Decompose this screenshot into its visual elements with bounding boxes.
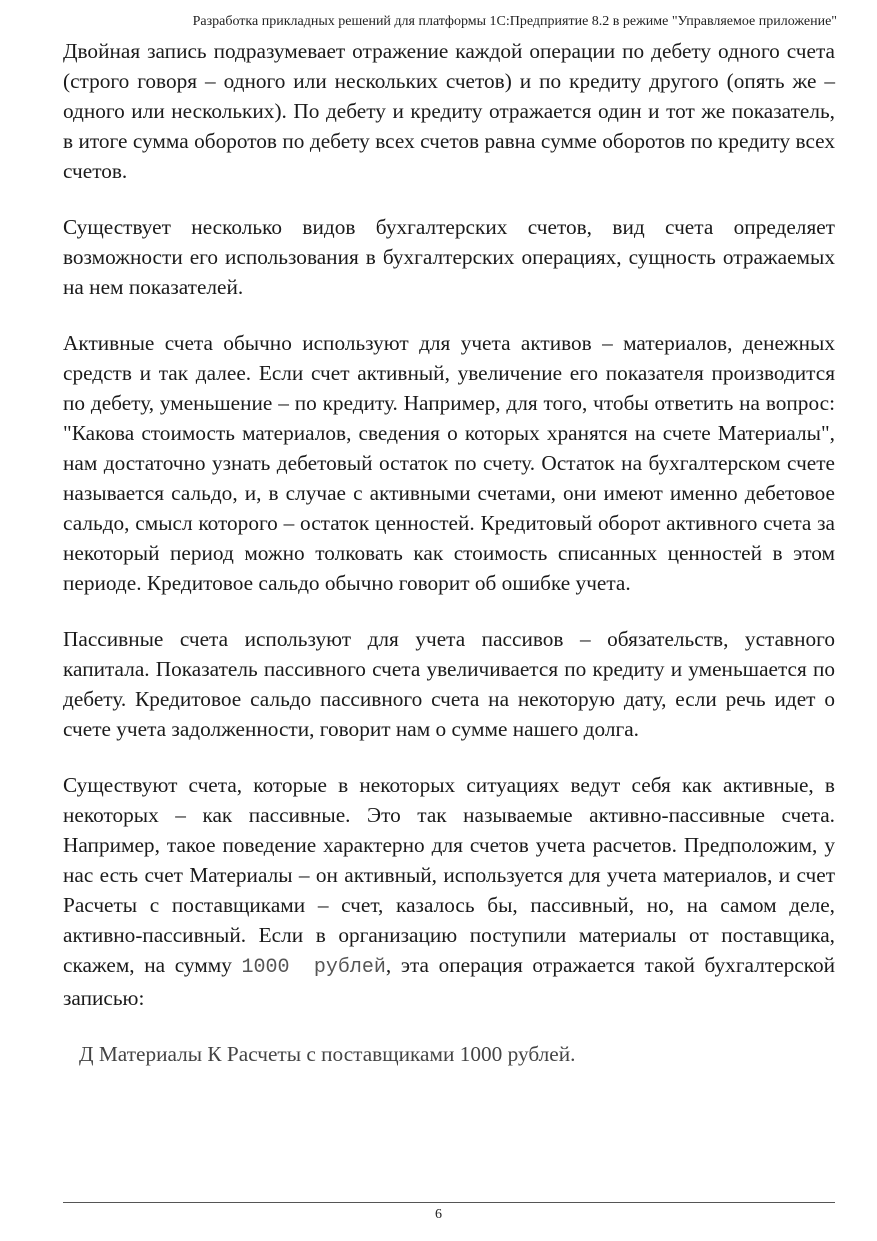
running-header: Разработка прикладных решений для платформы 1С:Предприятие 8.2 в режиме "Управляемое приложение" [192, 14, 837, 29]
paragraph-double-entry: Двойная запись подразумевает отражение каждой операции по дебету одного счета (строго говоря – одного или нескольких счетов) и по кредиту другого (опять же – одного или нескольких). По дебету и кредиту отражается один и тот же показатель, в итоге сумма оборотов по дебету всех счетов равна сумме оборотов по кредиту всех счетов. [63, 39, 835, 183]
paragraph-text-after: , эта операция отражается такой бухгалтерской записью: [63, 953, 835, 1010]
paragraph-passive-accounts: Пассивные счета используют для учета пассивов – обязательств, уставного капитала. Показатель пассивного счета увеличивается по кредиту и уменьшается по дебету. Кредитовое сальдо пассивного счета на некоторую дату, если речь идет о счете учета задолженности, говорит нам о сумме нашего долга. [63, 627, 835, 741]
accounting-entry: Д Материалы К Расчеты с поставщиками 1000 рублей. [79, 1042, 576, 1066]
paragraph-account-types: Существует несколько видов бухгалтерских счетов, вид счета определяет возможности его использования в бухгалтерских операциях, сущность отражаемых на нем показателей. [63, 215, 835, 299]
page-body [63, 36, 835, 1069]
page-number: 6 [435, 1207, 442, 1222]
amount-code: 1000 рублей [241, 956, 386, 979]
footer-divider [63, 1202, 835, 1203]
paragraph-text-before: Существуют счета, которые в некоторых ситуациях ведут себя как активные, в некоторых – как пассивные. Это так называемые активно-пассивные счета. Например, такое поведение характерно для счетов учета расчетов. Предположим, у нас есть счет Материалы – он активный, используется для учета материалов, и счет Расчеты с поставщиками – счет, казалось бы, пассивный, но, на самом деле, активно-пассивный. Если в организацию поступили материалы от поставщика, скажем, на сумму [63, 773, 835, 977]
paragraph-active-accounts: Активные счета обычно используют для учета активов – материалов, денежных средств и так далее. Если счет активный, увеличение его показателя производится по дебету, уменьшение – по кредиту. Например, для того, чтобы ответить на вопрос: "Какова стоимость материалов, сведения о которых хранятся на счете Материалы", нам достаточно узнать дебетовый остаток по счету. Остаток на бухгалтерском счете называется сальдо, и, в случае с активными счетами, они имеют именно дебетовое сальдо, смысл которого – остаток ценностей. Кредитовый оборот активного счета за некоторый период можно толковать как стоимость списанных ценностей в этом периоде. Кредитовое сальдо обычно говорит об ошибке учета. [63, 331, 835, 595]
paragraph-active-passive-accounts [63, 770, 835, 1013]
